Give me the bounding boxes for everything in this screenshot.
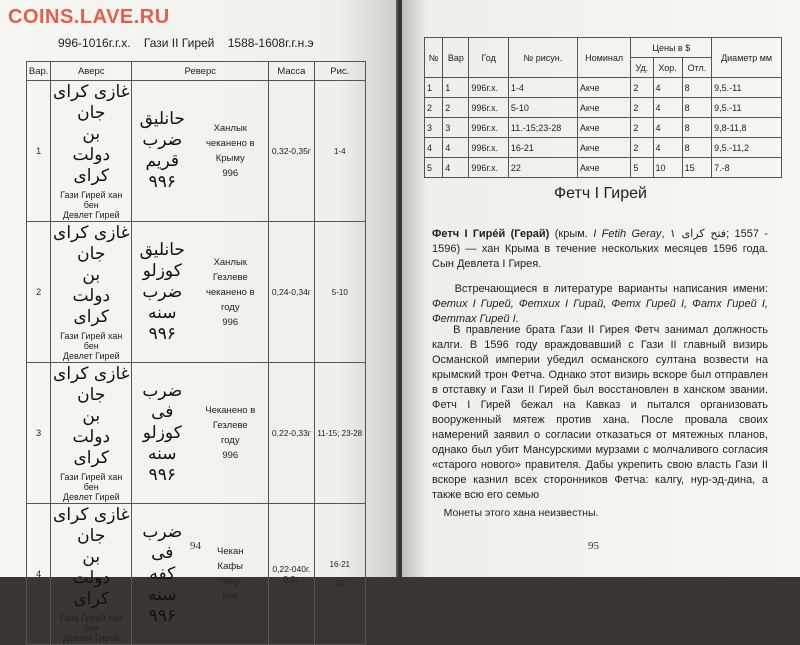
col-fig: Рис. [314, 62, 365, 81]
reverse-translation [193, 121, 267, 181]
row-number: 3 [425, 118, 443, 138]
variety-row [27, 81, 366, 222]
intro-paragraph [432, 226, 768, 272]
price-otl: 15 [682, 158, 712, 178]
right-page [402, 0, 800, 577]
obverse-arabic-line: دولت کرای [72, 427, 111, 468]
reverse-cell [132, 504, 269, 645]
mass-value: 0,22-0,33г [271, 428, 311, 438]
reverse-text-line: чеканено в [205, 286, 255, 298]
price-otl: 8 [682, 118, 712, 138]
coin-row [425, 158, 782, 178]
reverse-arabic-line: كوزلو [142, 422, 182, 443]
denomination: Акче [577, 78, 630, 98]
obverse-text-line: Девлет Гирей [62, 633, 120, 643]
row-number: 5 [425, 158, 443, 178]
variety-row [27, 363, 366, 504]
diameter: 7.-8 [712, 158, 782, 178]
figure: 11.-15;23-28 [508, 118, 577, 138]
year: 996г.х. [469, 78, 508, 98]
para1-text-b: , [661, 228, 670, 240]
figure-cell [314, 81, 365, 222]
reverse-arabic-line: ۹۹۶ [148, 172, 176, 192]
reverse-text-line: Кафы [217, 561, 243, 572]
price-ud: 2 [631, 138, 653, 158]
reverse-arabic [133, 240, 191, 345]
obverse-cell [51, 222, 132, 363]
row-number: 2 [425, 98, 443, 118]
reverse-cell [132, 363, 269, 504]
reverse-text-line: Чекан [217, 546, 244, 557]
reverse-text-line: 996 [222, 316, 239, 328]
ruler-name: Фетч I Гире́й (Герай) [432, 228, 550, 240]
figure-ref: 1-4 [333, 146, 346, 156]
reverse-arabic-line: سنه [148, 443, 177, 464]
obverse-text-line: Гази Гирей хан [60, 331, 123, 341]
reign-ruler: Гази II Гирей [143, 36, 215, 50]
obverse-cell [51, 363, 132, 504]
price-hor: 4 [653, 78, 682, 98]
row-number: 4 [425, 138, 443, 158]
price-ud: 2 [631, 78, 653, 98]
denomination: Акче [577, 118, 630, 138]
obverse-arabic-line: بن [82, 547, 101, 567]
reverse-cell [132, 81, 269, 222]
figure: 22 [508, 158, 577, 178]
figure: 5-10 [508, 98, 577, 118]
reverse-translation [193, 544, 267, 604]
price-ud: 2 [631, 98, 653, 118]
variety: 3 [443, 118, 469, 138]
variety-number: 4 [27, 504, 51, 645]
col-diameter: Диаметр мм [712, 38, 782, 78]
reverse-text-line: 996 [222, 450, 239, 461]
reverse-text-line: Ханлык [213, 123, 247, 134]
reverse-text-line: году [220, 435, 240, 446]
obverse-arabic-line: غازی کرای جان [53, 82, 130, 123]
ruler-name-arabic: فتح كراى ١ [669, 227, 727, 240]
reverse-arabic-line: ۹۹۶ [148, 323, 176, 344]
obverse-text-line: Гази Гирей хан [60, 190, 123, 200]
mass-cell [269, 81, 314, 222]
reverse-text-line: году [220, 301, 240, 313]
reverse-text-line: Ханлык [213, 256, 247, 268]
row-number: 1 [425, 78, 443, 98]
col-reverse: Реверс [132, 62, 269, 81]
reverse-text-line: Гезлеве [212, 271, 248, 283]
mass-cell [269, 504, 314, 645]
history-paragraph [432, 323, 768, 503]
reverse-cell [132, 222, 269, 363]
obverse-text-line: бен [83, 341, 99, 351]
para2-text: Встречающиеся в литературе варианты написания имени: [454, 283, 768, 295]
obverse-text-line: Гази Гирей хан [60, 472, 123, 482]
reverse-arabic-line: كوزلو [142, 260, 182, 281]
price-hor: 4 [653, 118, 682, 138]
para1-text-c: ; 1557 - 1596) — хан Крыма в течение нескольких месяцев 1596 года. Сын Девлета I Гирея. [432, 228, 769, 270]
price-ud: 5 [631, 158, 653, 178]
figure-cell [314, 222, 365, 363]
variety: 2 [443, 98, 469, 118]
name-variants-paragraph [432, 282, 768, 327]
coin-row [425, 78, 782, 98]
price-otl: 8 [682, 138, 712, 158]
mass-value-2: 0,2г. [283, 574, 300, 584]
obverse-cell [51, 504, 132, 645]
year: 996г.х. [469, 158, 508, 178]
year: 996г.х. [469, 118, 508, 138]
watermark: COINS.LAVE.RU [8, 6, 170, 28]
reign-years-ad: 1588-1608г.г.н.э [227, 36, 314, 50]
reverse-arabic-line: ضرب [142, 130, 183, 150]
denomination: Акче [577, 98, 630, 118]
obverse-text-line: бен [83, 200, 99, 210]
diameter: 9,5.-11,2 [712, 138, 782, 158]
col-var: Вар. [27, 62, 51, 81]
price-ud: 2 [631, 118, 653, 138]
obverse-text-line: Девлет Гирей [62, 492, 120, 502]
obverse-arabic-line: غازی کرای جان [53, 505, 130, 546]
figure-cell [314, 363, 365, 504]
col-prices: Цены в $ [631, 38, 712, 58]
coin-row [425, 98, 782, 118]
variety-number: 2 [27, 222, 51, 363]
obverse-text-line: Девлет Гирей [62, 351, 120, 361]
note-text: Монеты этого хана неизвестны. [443, 507, 599, 519]
obverse-arabic-line: بن [82, 124, 101, 144]
left-page [0, 0, 398, 643]
obverse-arabic-line: دولت کرای [72, 145, 111, 186]
section-title: Фетч I Гирей [554, 185, 647, 202]
note [432, 506, 768, 521]
figure-ref-2: 22 [335, 579, 345, 588]
year: 996г.х. [469, 138, 508, 158]
para1-text-a: (крым. [549, 228, 594, 240]
reverse-arabic-line: حانليق [139, 109, 185, 129]
varieties-table [26, 61, 366, 645]
obverse-arabic-line: بن [82, 265, 101, 285]
variety-number: 1 [27, 81, 51, 222]
reverse-text-line: 996 [222, 168, 239, 179]
diameter: 9,5.-11 [712, 98, 782, 118]
reverse-arabic-line: سنه [148, 302, 177, 323]
reverse-arabic [133, 381, 191, 486]
obverse-text-line: Девлет Гирей [62, 210, 120, 220]
col-num: № [425, 38, 443, 78]
year: 996г.х. [469, 98, 508, 118]
diameter: 9,8-11,8 [712, 118, 782, 138]
reverse-arabic-line: ۹۹۶ [148, 464, 176, 485]
mass-value: 0,22-040г. [272, 564, 311, 574]
variety: 1 [443, 78, 469, 98]
obverse-arabic-line: بن [82, 406, 101, 426]
reverse-arabic-line: كفه [149, 563, 176, 584]
denomination: Акче [577, 138, 630, 158]
col-obverse: Аверс [51, 62, 132, 81]
variety-number: 3 [27, 363, 51, 504]
reverse-text-line: Чеканено в [205, 405, 256, 416]
page-number-left: 94 [190, 540, 201, 552]
reverse-arabic-line: حانليق [139, 239, 185, 260]
price-otl: 8 [682, 98, 712, 118]
coin-row [425, 138, 782, 158]
figure-ref: 5-10 [331, 287, 348, 297]
col-mass: Масса [269, 62, 314, 81]
obverse-arabic-line: غازی کرای جان [53, 223, 130, 264]
col-price-otl: Отл. [682, 58, 712, 78]
name-variants: Фетих I Гирей, Фетхих I Гирай, Фетх Гирей I, Фатх Гирей I, Феттах Гирей I. [432, 298, 768, 325]
reverse-text-line: 996 [222, 591, 239, 602]
reverse-arabic-line: ضرب فی [142, 380, 183, 422]
reverse-arabic [133, 522, 191, 627]
reverse-translation [193, 403, 267, 463]
figure-ref: 16-21 [329, 560, 350, 569]
obverse-arabic-line: دولت کرای [72, 286, 111, 327]
mass-cell [269, 363, 314, 504]
variety: 4 [443, 158, 469, 178]
obverse-text-line: бен [83, 623, 99, 633]
reverse-text-line: Гезлеве [212, 420, 248, 431]
mass-value: 0,32-0,35г [271, 146, 311, 156]
variety-row [27, 222, 366, 363]
history-text: В правление брата Гази II Гирея Фетч занимал должность калги. В 1596 году враждовавший с Гази II главный визирь Османской империи убедил османского султана возвести на крымский трон Фетча. Однако этот визирь вскоре был отправлен в отставку и Гази II Гирей был восстановлен в ханском звании. Фетч I Гирей бежал на Кавказ и пытался организовать вооруженный мятеж против хана. После провала своих намерений заявил о согласии отказаться от мятежных планов, однако был убит Мансурскими мурзами с молчаливого согласия «старого нового» правителя. Дабы укрепить свою власть Гази II вскоре казнил всех сторонников Фетча: калгу, нур-эд-дина, а также всю его семью [432, 324, 768, 501]
denomination: Акче [577, 158, 630, 178]
obverse-arabic-line: غازی کرای جان [53, 364, 130, 405]
reign-header [58, 36, 324, 50]
col-denomination: Номинал [577, 38, 630, 78]
reverse-arabic [133, 109, 191, 193]
coin-row [425, 118, 782, 138]
col-price-hor: Хор. [653, 58, 682, 78]
reign-years-ah: 996-1016г.г.х. [58, 36, 131, 50]
price-otl: 8 [682, 78, 712, 98]
reverse-arabic-line: ضرب [142, 281, 183, 302]
figure-ref: 11-15; 23-28 [317, 428, 363, 438]
col-var: Вар [443, 38, 469, 78]
col-price-ud: Уд. [631, 58, 653, 78]
ruler-name-latin: I Fetih Geray [593, 228, 662, 240]
reverse-text-line: году [220, 576, 240, 587]
price-hor: 4 [653, 98, 682, 118]
reverse-arabic-line: ضرب فی [142, 521, 183, 563]
figure-cell [314, 504, 365, 645]
page-number-right: 95 [588, 540, 599, 552]
variety-row [27, 504, 366, 645]
reverse-text-line: чеканено в [205, 138, 255, 149]
obverse-text-line: бен [83, 482, 99, 492]
price-hor: 4 [653, 138, 682, 158]
reverse-arabic-line: قريم [145, 151, 180, 171]
reverse-arabic-line: ۹۹۶ [148, 605, 176, 626]
coin-price-table [424, 37, 782, 178]
mass-value: 0,24-0,34г [271, 287, 311, 297]
mass-cell [269, 222, 314, 363]
figure: 1-4 [508, 78, 577, 98]
reverse-arabic-line: سنه [148, 584, 177, 605]
price-hor: 10 [653, 158, 682, 178]
col-year: Год [469, 38, 508, 78]
variety: 4 [443, 138, 469, 158]
col-figure: № рисун. [508, 38, 577, 78]
reverse-text-line: Крыму [215, 153, 245, 164]
obverse-text-line: Гази Гирей хан [60, 613, 123, 623]
reverse-translation [193, 255, 267, 330]
obverse-cell [51, 81, 132, 222]
figure: 16-21 [508, 138, 577, 158]
obverse-arabic-line: دولت کرای [72, 568, 111, 609]
diameter: 9,5.-11 [712, 78, 782, 98]
